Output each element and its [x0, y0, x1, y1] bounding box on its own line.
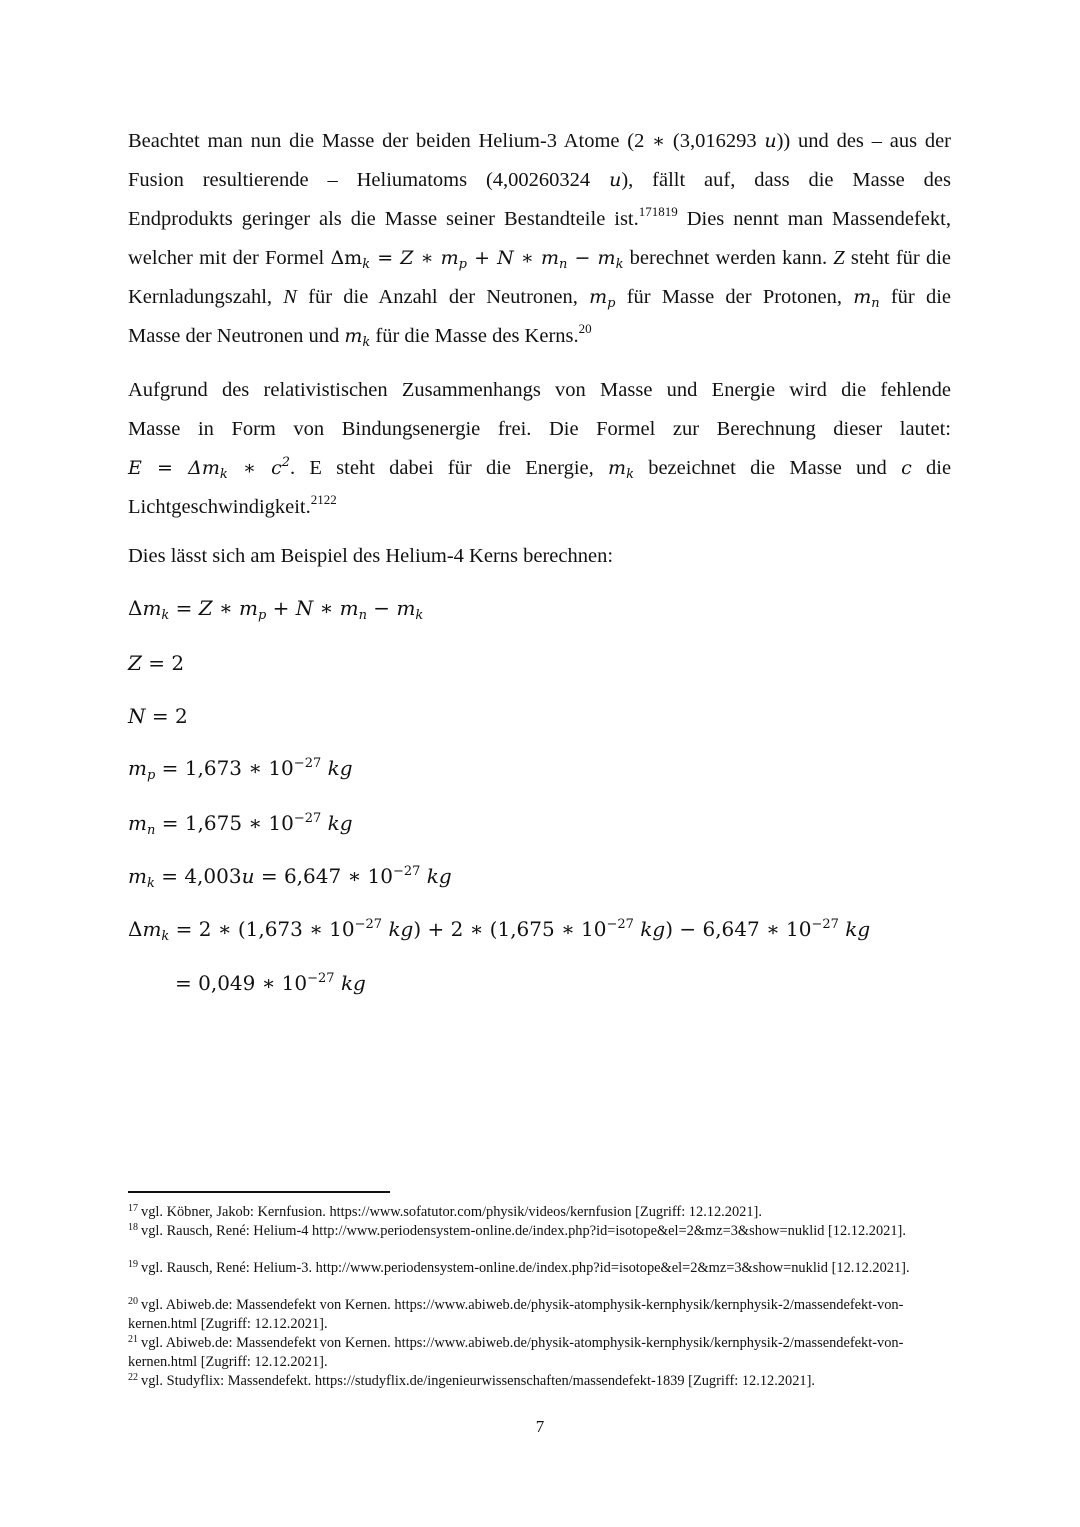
equation-mp: $m_p = 1,673$ ∗ $10^{-27}$ kg: [128, 756, 353, 783]
footnote-21: $^{21}$ vgl. Abiweb.de: Massendefekt von Kernen. https://www.abiweb.de/physik-atomphysik-kernphysik/kernphysik-2/massendefekt-von-kernen.html [Zugriff: 12.12.2021].: [128, 1334, 904, 1370]
page-number: 7: [535, 1417, 545, 1436]
paragraph-line: Fusion resultierende – Heliumatoms (4,00260324 u), fällt auf, dass die Masse des: [128, 169, 951, 191]
footnote-20: $^{20}$ vgl. Abiweb.de: Massendefekt von Kernen. https://www.abiweb.de/physik-atomphysik-kernphysik/kernphysik-2/massendefekt-von-kernen.html [Zugriff: 12.12.2021].: [128, 1296, 904, 1332]
formula-energy: $E = \Delta m_k$ ∗ $c^2$: [128, 455, 290, 482]
equation-z: Z = 2: [128, 651, 185, 675]
formula-mass-defect: $\Delta m_k = Z$ ∗ $m_p + N$ ∗ $m_n - m_k$: [330, 247, 624, 272]
footnote-19: $^{19}$ vgl. Rausch, René: Helium-3. http://www.periodensystem-online.de/index.php?id=isotope&el=2&mz=3&show=nuklid [12.12.2021].: [128, 1259, 910, 1276]
paragraph-line: Beachtet man nun die Masse der beiden Helium-3 Atome (2 ∗ (3,016293 u)) und des – aus der: [128, 130, 952, 152]
footnote-22: $^{22}$ vgl. Studyflix: Massendefekt. https://studyflix.de/ingenieurwissenschaften/massendefekt-1839 [Zugriff: 12.12.2021].: [128, 1372, 815, 1389]
footnote-17: $^{17}$ vgl. Köbner, Jakob: Kernfusion. https://www.sofatutor.com/physik/videos/kernfusion [Zugriff: 12.12.2021].: [128, 1203, 762, 1220]
equation-result: = 0,049 ∗ $10^{-27}$ kg: [175, 971, 366, 995]
equation-mk: $m_k = 4,003u = 6,647$ ∗ $10^{-27}$ kg: [128, 864, 452, 891]
equation-n: N = 2: [128, 704, 188, 728]
paragraph-line: Kernladungszahl, N für die Anzahl der Neutronen, $m_p$ für Masse der Protonen, $m_n$ für die: [128, 286, 952, 311]
paragraph-line: Aufgrund des relativistischen Zusammenhangs von Masse und Energie wird die fehlende: [128, 379, 951, 401]
equation-mass-defect: $\Delta m_k = Z$ ∗ $m_p + N$ ∗ $m_n - m_k$: [128, 596, 424, 623]
paragraph-line: Masse der Neutronen und $m_k$ für die Masse des Kerns.$^{20}$: [128, 321, 592, 350]
equation-mn: $m_n = 1,675$ ∗ $10^{-27}$ kg: [128, 811, 353, 838]
footnote-ref[interactable]: 2122: [310, 492, 337, 507]
paragraph-line: Lichtgeschwindigkeit.$^{2122}$: [128, 492, 337, 518]
footnote-ref[interactable]: 171819: [638, 204, 678, 219]
footnote-ref[interactable]: 20: [578, 321, 592, 336]
paragraph-example-intro: Dies lässt sich am Beispiel des Helium-4 Kerns berechnen:: [128, 545, 614, 567]
equation-calculation: $\Delta m_k = 2$ ∗ (1,673 ∗ $10^{-27}$ kg) + 2 ∗ (1,675 ∗ $10^{-27}$ kg) − 6,647 ∗ $10^{-27}$ kg: [128, 917, 871, 944]
paragraph-line: Endprodukts geringer als die Masse seiner Bestandteile ist.$^{171819}$ Dies nennt man Massendefekt,: [128, 204, 951, 230]
paragraph-line: welcher mit der Formel $\Delta m_k = Z$ ∗ $m_p + N$ ∗ $m_n - m_k$ berechnet werden kann. Z steht für die: [128, 247, 952, 272]
paragraph-binding-energy: [128, 371, 951, 527]
paragraph-mass-defect: [128, 122, 951, 356]
footnote-18: $^{18}$ vgl. Rausch, René: Helium-4 http://www.periodensystem-online.de/index.php?id=isotope&el=2&mz=3&show=nuklid [12.12.2021].: [128, 1222, 906, 1239]
paragraph-line: Masse in Form von Bindungsenergie frei. Die Formel zur Berechnung dieser lautet:: [128, 418, 951, 440]
paragraph-line: $E = \Delta m_k$ ∗ $c^2$. E steht dabei für die Energie, $m_k$ bezeichnet die Masse und c die: [128, 455, 952, 482]
footnote-separator: [128, 1191, 390, 1193]
